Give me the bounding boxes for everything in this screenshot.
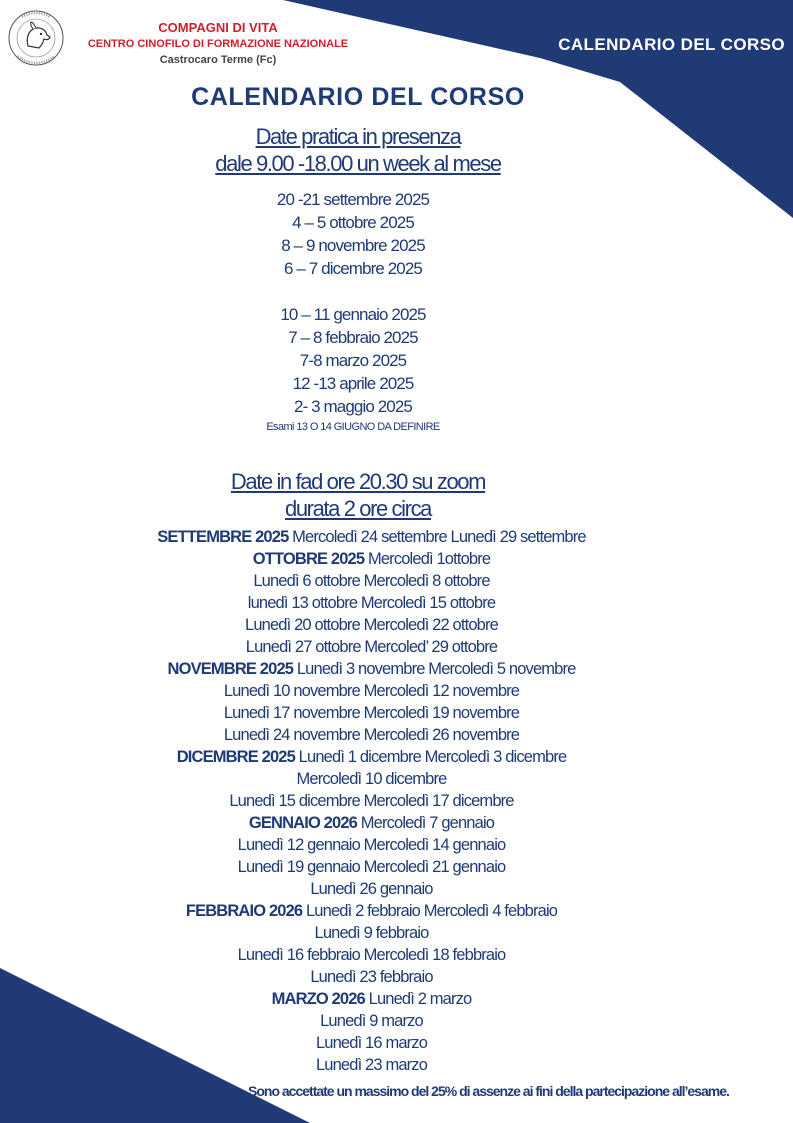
online-heading-line2: durata 2 ore circa	[285, 496, 431, 521]
org-name: COMPAGNI DI VITA	[158, 20, 278, 35]
row-dates: Lunedì 2 febbraio Mercoledì 4 febbraio	[302, 902, 558, 920]
schedule-row	[0, 944, 743, 966]
schedule-row	[0, 812, 743, 834]
row-dates: Lunedì 26 gennaio	[310, 880, 433, 898]
schedule-row	[0, 900, 743, 922]
row-dates: Mercoledì 24 settembre Lunedì 29 settembre	[288, 528, 586, 546]
month-label: SETTEMBRE 2025	[157, 528, 289, 546]
schedule-row	[0, 570, 743, 592]
row-dates: Lunedì 19 gennaio Mercoledì 21 gennaio	[237, 858, 506, 876]
presenza-dates-2025	[0, 188, 706, 280]
schedule-row	[0, 834, 743, 856]
schedule-row	[0, 746, 743, 768]
list-item: 2- 3 maggio 2025	[294, 397, 412, 416]
row-dates: Mercoledì 7 gennaio	[357, 814, 495, 832]
schedule-row	[0, 658, 743, 680]
row-dates: Lunedì 16 marzo	[315, 1034, 428, 1052]
row-dates: Lunedì 15 dicembre Mercoledì 17 dicembre	[229, 792, 514, 810]
dog-head-seal-icon	[6, 8, 66, 68]
row-dates: Lunedì 10 novembre Mercoledì 12 novembre	[223, 682, 520, 700]
presenza-dates-2026	[0, 303, 706, 418]
logo-seal	[6, 8, 66, 68]
online-heading-line1: Date in fad ore 20.30 su zoom	[230, 469, 486, 494]
schedule-row	[0, 636, 743, 658]
schedule-row	[0, 548, 743, 570]
row-dates: Lunedì 24 novembre Mercoledì 26 novembre	[223, 726, 520, 744]
schedule-row	[0, 768, 743, 790]
schedule-row	[0, 724, 743, 746]
schedule-row	[0, 988, 743, 1010]
schedule-row	[0, 1010, 743, 1032]
month-label: OTTOBRE 2025	[252, 550, 365, 568]
month-label: DICEMBRE 2025	[176, 748, 295, 766]
schedule-row	[0, 1054, 743, 1076]
row-dates: Lunedì 9 marzo	[320, 1012, 423, 1030]
row-dates: Lunedì 23 marzo	[315, 1056, 428, 1074]
schedule-row	[0, 922, 743, 944]
row-dates: Lunedì 9 febbraio	[314, 924, 429, 942]
schedule-row	[0, 790, 743, 812]
org-subtitle: CENTRO CINOFILO DI FORMAZIONE NAZIONALE	[87, 38, 349, 50]
schedule-row	[0, 526, 743, 548]
organization-header	[78, 20, 358, 68]
row-dates: Lunedì 1 dicembre Mercoledì 3 dicembre	[294, 748, 567, 766]
row-dates: Lunedì 23 febbraio	[310, 968, 433, 986]
corner-title: CALENDARIO DEL CORSO	[558, 35, 785, 54]
online-heading	[0, 468, 716, 522]
row-dates: lunedì 13 ottobre Mercoledì 15 ottobre	[247, 594, 496, 612]
schedule-row	[0, 592, 743, 614]
row-dates: Lunedì 16 febbraio Mercoledì 18 febbraio	[237, 946, 506, 964]
month-label: GENNAIO 2026	[248, 814, 357, 832]
row-dates: Mercoledì 10 dicembre	[296, 770, 447, 788]
list-item: 12 -13 aprile 2025	[292, 374, 414, 393]
presenza-heading-line2: dale 9.00 -18.00 un week al mese	[215, 151, 501, 176]
page-title: CALENDARIO DEL CORSO	[191, 83, 525, 111]
row-dates: Lunedì 27 ottobre Mercoled’ 29 ottobre	[245, 638, 498, 656]
schedule-row	[0, 614, 743, 636]
list-item: 8 – 9 novembre 2025	[281, 236, 425, 255]
schedule-row	[0, 702, 743, 724]
row-dates: Lunedì 2 marzo	[364, 990, 472, 1008]
list-item: 6 – 7 dicembre 2025	[284, 259, 422, 278]
absence-policy-note: Sono accettate un massimo del 25% di assenze ai fini della partecipazione all’esame.	[248, 1083, 729, 1099]
list-item: 10 – 11 gennaio 2025	[280, 305, 426, 324]
list-item: 4 – 5 ottobre 2025	[292, 213, 414, 232]
online-schedule	[0, 526, 743, 1076]
row-dates: Lunedì 3 novembre Mercoledì 5 novembre	[293, 660, 576, 678]
list-item: 7 – 8 febbraio 2025	[288, 328, 418, 347]
exam-note: Esami 13 O 14 GIUGNO DA DEFINIRE	[266, 421, 440, 433]
list-item: 20 -21 settembre 2025	[276, 190, 430, 209]
row-dates: Lunedì 20 ottobre Mercoledì 22 ottobre	[245, 616, 498, 634]
schedule-row	[0, 878, 743, 900]
month-label: NOVEMBRE 2025	[167, 660, 294, 678]
schedule-row	[0, 856, 743, 878]
org-location: Castrocaro Terme (Fc)	[159, 54, 277, 66]
schedule-row	[0, 966, 743, 988]
row-dates: Lunedì 6 ottobre Mercoledì 8 ottobre	[253, 572, 490, 590]
presenza-heading	[0, 123, 716, 177]
row-dates: Mercoledì 1ottobre	[364, 550, 491, 568]
presenza-heading-line1: Date pratica in presenza	[255, 124, 461, 149]
list-item: 7-8 marzo 2025	[299, 351, 407, 370]
month-label: FEBBRAIO 2026	[185, 902, 303, 920]
schedule-row	[0, 680, 743, 702]
row-dates: Lunedì 12 gennaio Mercoledì 14 gennaio	[237, 836, 506, 854]
month-label: MARZO 2026	[271, 990, 365, 1008]
row-dates: Lunedì 17 novembre Mercoledì 19 novembre	[223, 704, 520, 722]
schedule-row	[0, 1032, 743, 1054]
